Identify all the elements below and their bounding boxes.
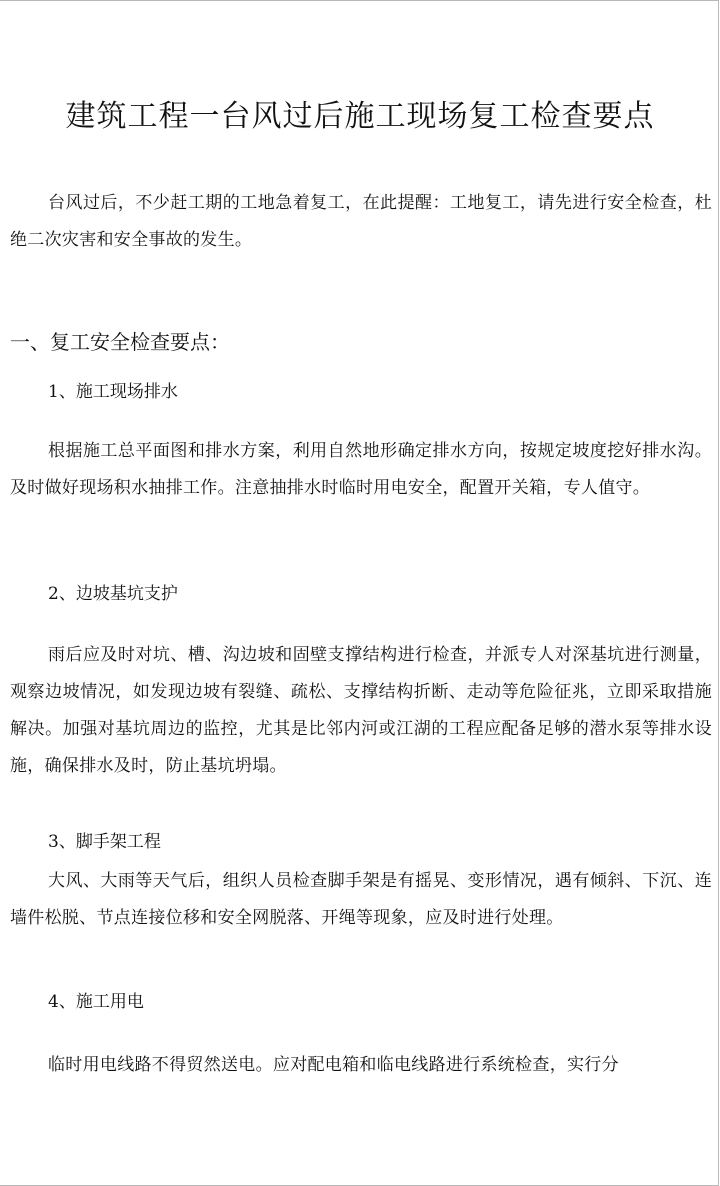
item-body-scaffolding: 大风、大雨等天气后，组织人员检查脚手架是有摇晃、变形情况，遇有倾斜、下沉、连墙件松脱、节点连接位移和安全网脱落、开绳等现象，应及时进行处理。 (10, 871, 712, 928)
item-heading-slope-support: 2、边坡基坑支护 (48, 584, 178, 604)
section-heading: 一、复工安全检查要点： (10, 330, 230, 354)
item-body-drainage: 根据施工总平面图和排水方案，利用自然地形确定排水方向，按规定坡度挖好排水沟。及时做好现场积水抽排工作。注意抽排水时临时用电安全，配置开关箱，专人值守。 (10, 441, 712, 498)
item-heading-drainage: 1、施工现场排水 (48, 382, 178, 402)
item-heading-scaffolding: 3、脚手架工程 (48, 832, 161, 852)
item-heading-electricity: 4、施工用电 (48, 992, 144, 1012)
item-body-slope-support: 雨后应及时对坑、槽、沟边坡和固壁支撑结构进行检查，并派专人对深基坑进行测量，观察边坡情况，如发现边坡有裂缝、疏松、支撑结构折断、走动等危险征兆，立即采取措施解决。加强对基坑周边的监控，尤其是比邻内河或江湖的工程应配备足够的潜水泵等排水设施，确保排水及时，防止基坑坍塌。 (10, 645, 712, 776)
item-body-electricity: 临时用电线路不得贸然送电。应对配电箱和临电线路进行系统检查，实行分 (48, 1055, 619, 1075)
intro-paragraph: 台风过后，不少赶工期的工地急着复工，在此提醒：工地复工，请先进行安全检查，杜绝二次灾害和安全事故的发生。 (10, 193, 712, 250)
document-title: 建筑工程一台风过后施工现场复工检查要点 (65, 99, 655, 134)
